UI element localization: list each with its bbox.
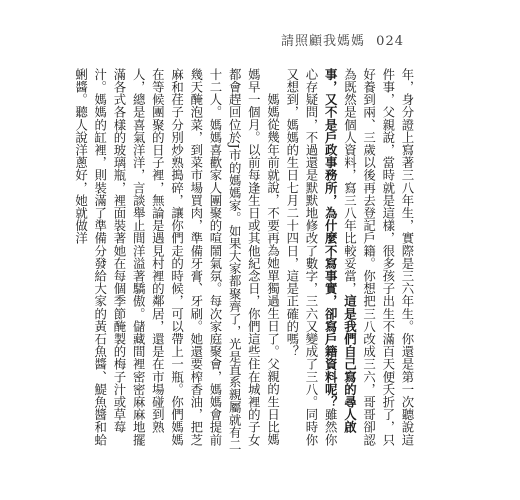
body-text bbox=[73, 68, 417, 458]
book-title: 請照顧我媽媽 bbox=[281, 34, 366, 49]
running-header bbox=[281, 30, 404, 49]
text-run: 雖然你心存疑問，不過還是默默地修改了數字，三六又變成了三八。同時你又想到，媽媽的生日七月二十四日，這是正確的嗎？ bbox=[284, 68, 339, 447]
paragraph-1 bbox=[283, 68, 417, 458]
emphasized-text-run: 這是我們自己寫的尋人啟事，又不是戶政事務所，為什麼不寫事實，卻寫戶籍資料呢？ bbox=[323, 68, 358, 434]
paragraph-2 bbox=[71, 68, 282, 458]
text-run: 年，身分證上寫著三八年生，實際是三六年生。你還是第一次聽說這件事，父親說，當時就是這樣，很多孩子出生不滿百天便夭折了，只好養到兩、三歲以後再去登記戶籍。你想把三八改成三六，哥哥卻認為既然是個人資料，寫三八年比較妥當， bbox=[342, 68, 415, 446]
text-run: 媽媽從幾年前就說，不要再為她單獨過生日了。父親的生日比媽媽早一個月。以前每逢生日或其他紀念日，你們這些住在城裡的子女都會趕回位於J市的媽媽家。如果大家都聚齊了，光是直系親屬就有二十二人。媽媽喜歡家人團聚的喧鬧氣氛。每次家庭聚會，媽媽會提前幾天醃泡菜，到菜市場買肉，準備牙膏、牙刷。她還要榨香油，把芝麻和荏子分別炒熟搗碎，讓你們走的時候，可以帶上一瓶。你們媽媽在等候團聚的日子裡，無論是遇見村裡的鄰居，還是在市場碰到熟人，總是喜氣洋洋，言談舉止間洋溢著驕傲。儲藏間裡密密麻麻地擺滿各式各樣的玻璃瓶，裡面裝著她在每個季節醃製的梅子汁或草莓汁。媽媽的缸裡，則裝滿了準備分發給大家的黃石魚醬、鯷魚醬和蛤蜊醬。聽人說洋蔥好，她就做洋 bbox=[73, 68, 281, 452]
page-number: 024 bbox=[376, 34, 404, 49]
